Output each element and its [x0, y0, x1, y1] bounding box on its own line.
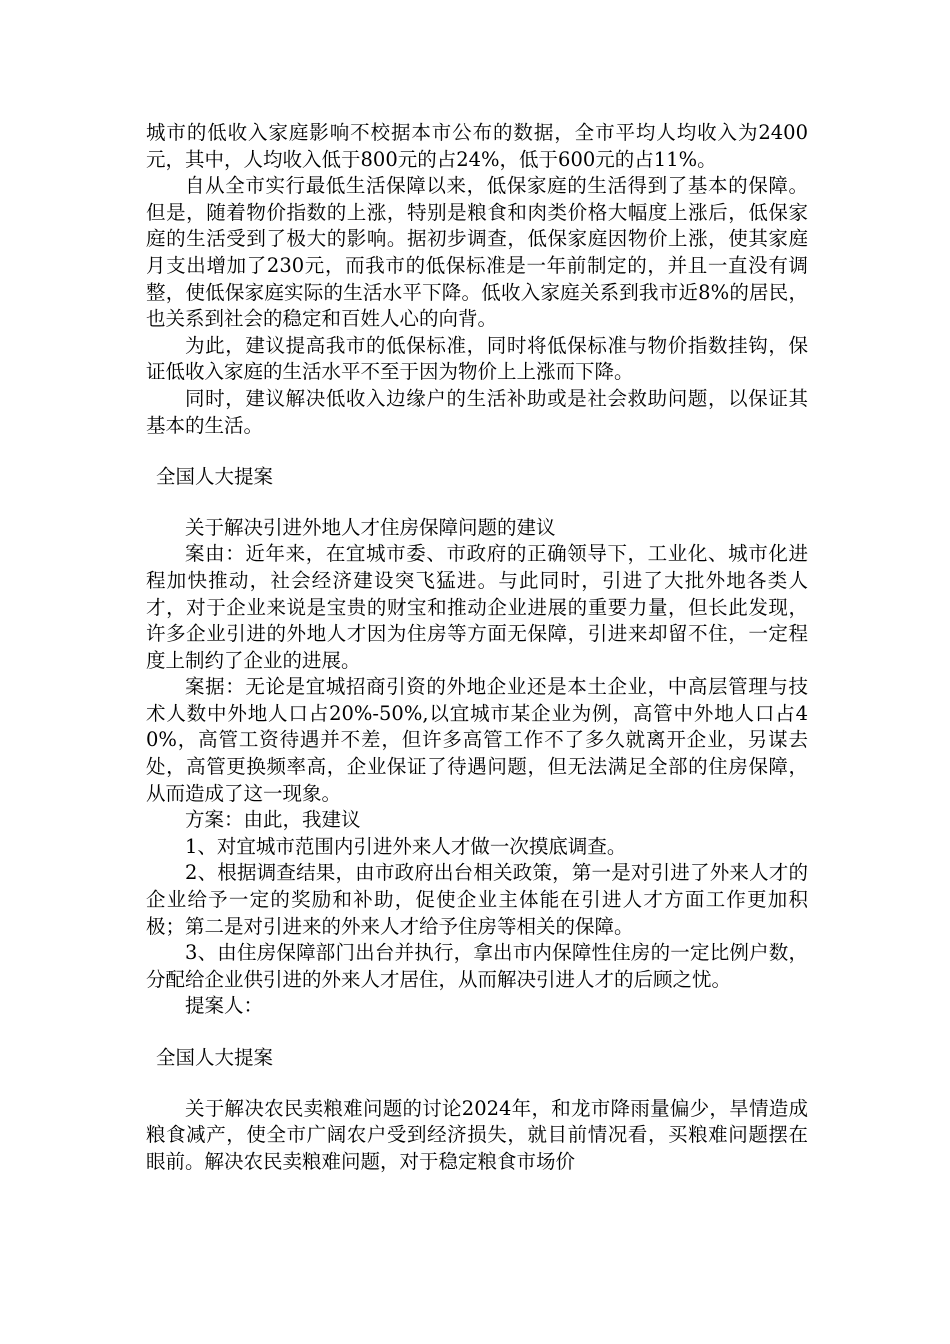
spacer: [146, 1072, 808, 1096]
paragraph-marginal-households: 同时，建议解决低收入边缘户的生活补助或是社会救助问题，以保证其基本的生活。: [146, 386, 808, 437]
section-heading-npc-proposal-2: 全国人大提案: [156, 1046, 274, 1069]
section-heading-npc-proposal-1: 全国人大提案: [156, 465, 274, 489]
paragraph-plan-item-1: 1、对宜城市范围内引进外来人才做一次摸底调查。: [185, 834, 627, 858]
paragraph-plan-item-3: 3、由住房保障部门出台并执行，拿出市内保障性住房的一定比例户数，分配给企业供引进的外来人才居住，从而解决引进人才的后顾之忧。: [146, 941, 808, 991]
paragraph-plan-item-2: 2、根据调查结果，由市政府出台相关政策，第一是对引进了外来人才的企业给予一定的奖励和补助，促使企业主体能在引进人才方面工作更加积极；第二是对引进来的外来人才给予住房等相关的保障。: [146, 861, 808, 938]
document-body: [146, 120, 808, 1175]
paragraph-subsistence-security: 自从全市实行最低生活保障以来，低保家庭的生活得到了基本的保障。但是，随着物价指数的上涨，特别是粮食和肉类价格大幅度上涨后，低保家庭的生活受到了极大的影响。据初步调查，低保家庭因物价上涨，使其家庭月支出增加了230元，而我市的低保标准是一年前制定的，并且一直没有调整，使低保家庭实际的生活水平下降。低收入家庭关系到我市近8%的居民，也关系到社会的稳定和百姓人心的向背。: [146, 174, 808, 331]
paragraph-grain-selling: 关于解决农民卖粮难问题的讨论2024年，和龙市降雨量偏少，旱情造成粮食减产，使全市广阔农户受到经济损失，就目前情况看，买粮难问题摆在眼前。解决农民卖粮难问题，对于稳定粮食市场价: [146, 1096, 808, 1173]
paragraph-proposer: 提案人：: [185, 994, 264, 1018]
spacer: [146, 491, 808, 515]
proposal-title-talent-housing: 关于解决引进外地人才住房保障问题的建议: [185, 515, 556, 539]
paragraph-plan-intro: 方案：由此，我建议: [185, 808, 361, 832]
spacer: [146, 1020, 808, 1045]
paragraph-case-basis: 案据：无论是宜城招商引资的外地企业还是本土企业，中高层管理与技术人数中外地人口占20%-50%,以宜城市某企业为例，高管中外地人口占40%，高管工资待遇并不差，但许多高管工作不了多久就离开企业，另谋去处，高管更换频率高，企业保证了待遇问题，但无法满足全部的住房保障，从而造成了这一现象。: [146, 675, 808, 805]
spacer: [146, 439, 808, 464]
paragraph-low-income-data: 城市的低收入家庭影响不校据本市公布的数据，全市平均人均收入为2400元，其中，人均收入低于800元的占24%，低于600元的占11%。: [146, 121, 808, 171]
paragraph-case-reason: 案由：近年来，在宜城市委、市政府的正确领导下，工业化、城市化进程加快推动，社会经济建设突飞猛进。与此同时，引进了大批外地各类人才，对于企业来说是宝贵的财宝和推动企业进展的重要力量，但长此发现，许多企业引进的外地人才因为住房等方面无保障，引进来却留不住，一定程度上制约了企业的进展。: [146, 542, 808, 672]
paragraph-raise-standard: 为此，建议提高我市的低保标准，同时将低保标准与物价指数挂钩，保证低收入家庭的生活水平不至于因为物价上上涨而下降。: [146, 333, 808, 384]
